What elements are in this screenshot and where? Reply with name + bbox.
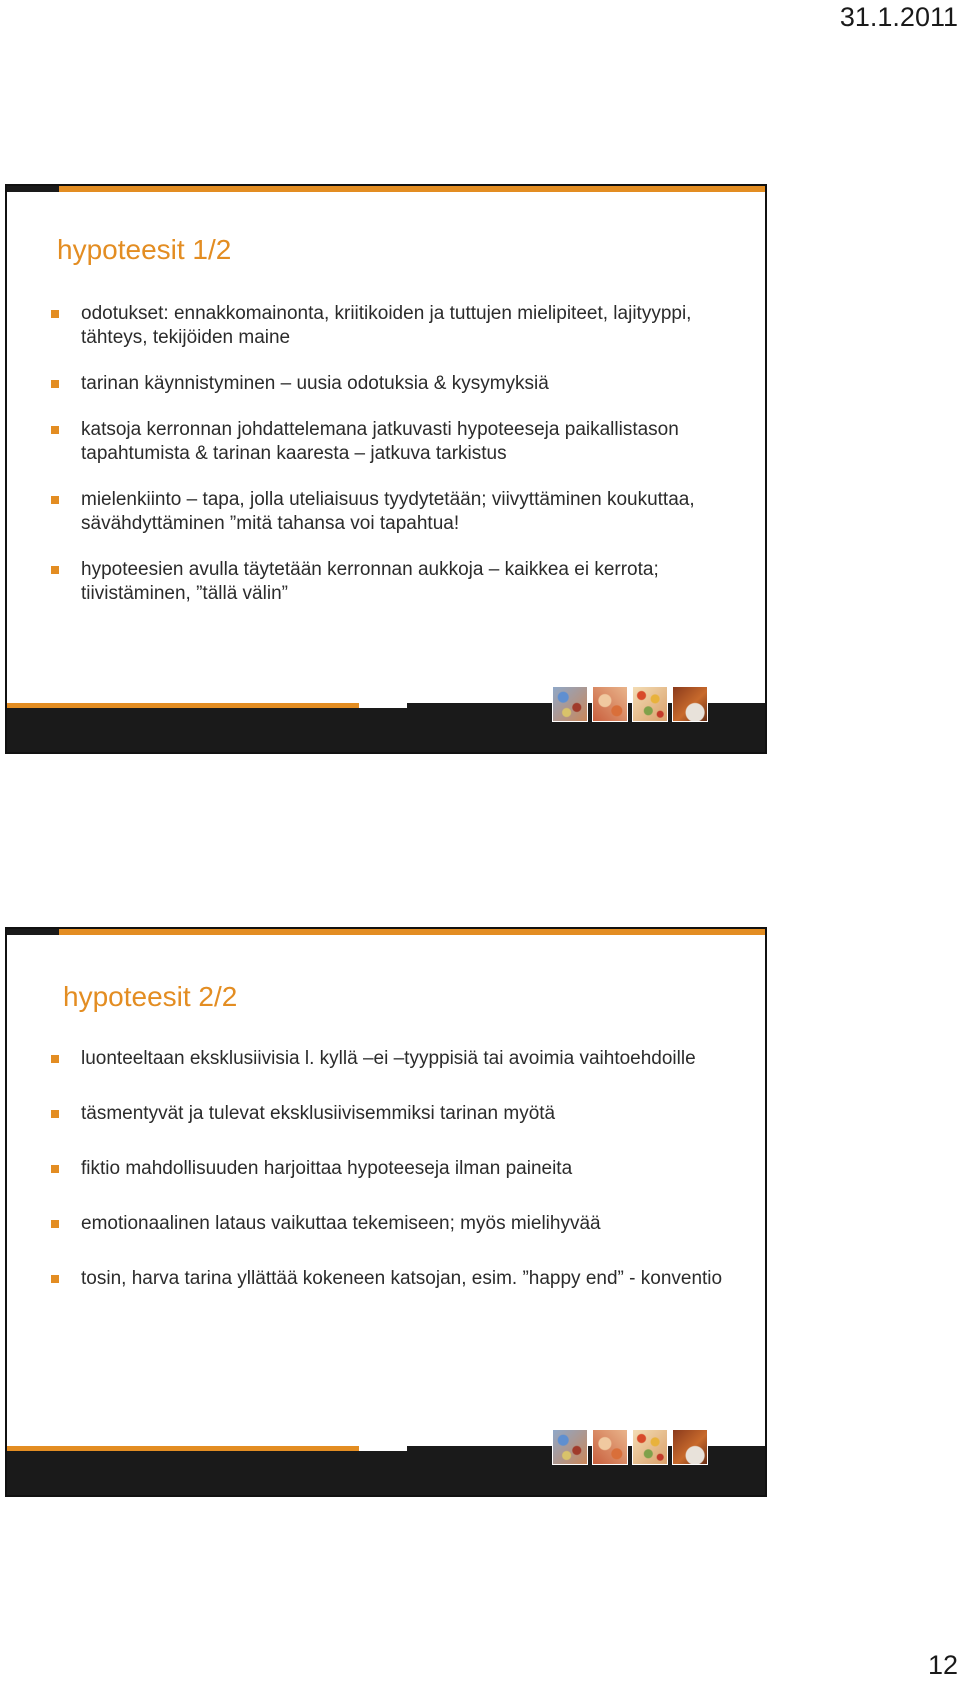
bullet-square-icon — [51, 1055, 59, 1063]
bullet-square-icon — [51, 1275, 59, 1283]
thumbnail-image — [632, 686, 668, 722]
bullet-item — [51, 1267, 735, 1291]
slide-1 — [5, 184, 767, 754]
bullet-square-icon — [51, 1220, 59, 1228]
page-number: 12 — [927, 1650, 958, 1680]
slide-title: hypoteesit 1/2 — [57, 234, 232, 265]
bullet-item — [51, 558, 735, 606]
slide-top-orange-bar — [59, 929, 765, 935]
bullet-square-icon — [51, 1165, 59, 1173]
bullet-list — [51, 302, 735, 628]
bullet-text: tarinan käynnistyminen – uusia odotuksia & kysymyksiä — [81, 373, 549, 394]
slide-top-dark-bar — [7, 186, 59, 192]
bullet-item — [51, 1047, 735, 1071]
bullet-item — [51, 372, 735, 396]
decorative-thumbnails — [552, 686, 708, 722]
thumbnail-image — [592, 686, 628, 722]
slide-2 — [5, 927, 767, 1497]
bullet-item — [51, 418, 735, 466]
bullet-text: luonteeltaan eksklusiivisia l. kyllä –ei –tyyppisiä tai avoimia vaihtoehdoille — [81, 1048, 696, 1069]
thumbnail-image — [672, 686, 708, 722]
bullet-text: tosin, harva tarina yllättää kokeneen katsojan, esim. ”happy end” - konventio — [81, 1268, 723, 1289]
decorative-thumbnails — [552, 1429, 708, 1465]
bullet-square-icon — [51, 380, 59, 388]
bullet-text: mielenkiinto – tapa, jolla uteliaisuus tyydytetään; viivyttäminen koukuttaa, sävähdyttäminen ”mitä tahansa voi tapahtua! — [81, 489, 695, 534]
bullet-item — [51, 1102, 735, 1126]
thumbnail-image — [552, 1429, 588, 1465]
bullet-list — [51, 1047, 735, 1322]
bullet-item — [51, 488, 735, 536]
bullet-text: emotionaalinen lataus vaikuttaa tekemiseen; myös mielihyvää — [81, 1213, 601, 1234]
page-date: 31.1.2011 — [839, 2, 958, 32]
bullet-text: hypoteesien avulla täytetään kerronnan aukkoja – kaikkea ei kerrota; tiivistäminen, ”tällä välin” — [81, 559, 659, 604]
thumbnail-image — [632, 1429, 668, 1465]
thumbnail-image — [592, 1429, 628, 1465]
slide-title: hypoteesit 2/2 — [63, 981, 238, 1012]
bullet-item — [51, 302, 735, 350]
slide-top-orange-bar — [59, 186, 765, 192]
bullet-item — [51, 1212, 735, 1236]
bullet-square-icon — [51, 496, 59, 504]
bullet-item — [51, 1157, 735, 1181]
bullet-square-icon — [51, 1110, 59, 1118]
thumbnail-image — [672, 1429, 708, 1465]
bullet-text: odotukset: ennakkomainonta, kriitikoiden ja tuttujen mielipiteet, lajityyppi, tähteys, tekijöiden maine — [81, 303, 692, 348]
bullet-text: katsoja kerronnan johdattelemana jatkuvasti hypoteeseja paikallistason tapahtumista & tarinan kaaresta – jatkuva tarkistus — [81, 419, 679, 464]
bullet-square-icon — [51, 426, 59, 434]
bullet-text: fiktio mahdollisuuden harjoittaa hypoteeseja ilman paineita — [81, 1158, 573, 1179]
bullet-square-icon — [51, 566, 59, 574]
slide-top-dark-bar — [7, 929, 59, 935]
bullet-square-icon — [51, 310, 59, 318]
thumbnail-image — [552, 686, 588, 722]
bullet-text: täsmentyvät ja tulevat eksklusiivisemmiksi tarinan myötä — [81, 1103, 556, 1124]
